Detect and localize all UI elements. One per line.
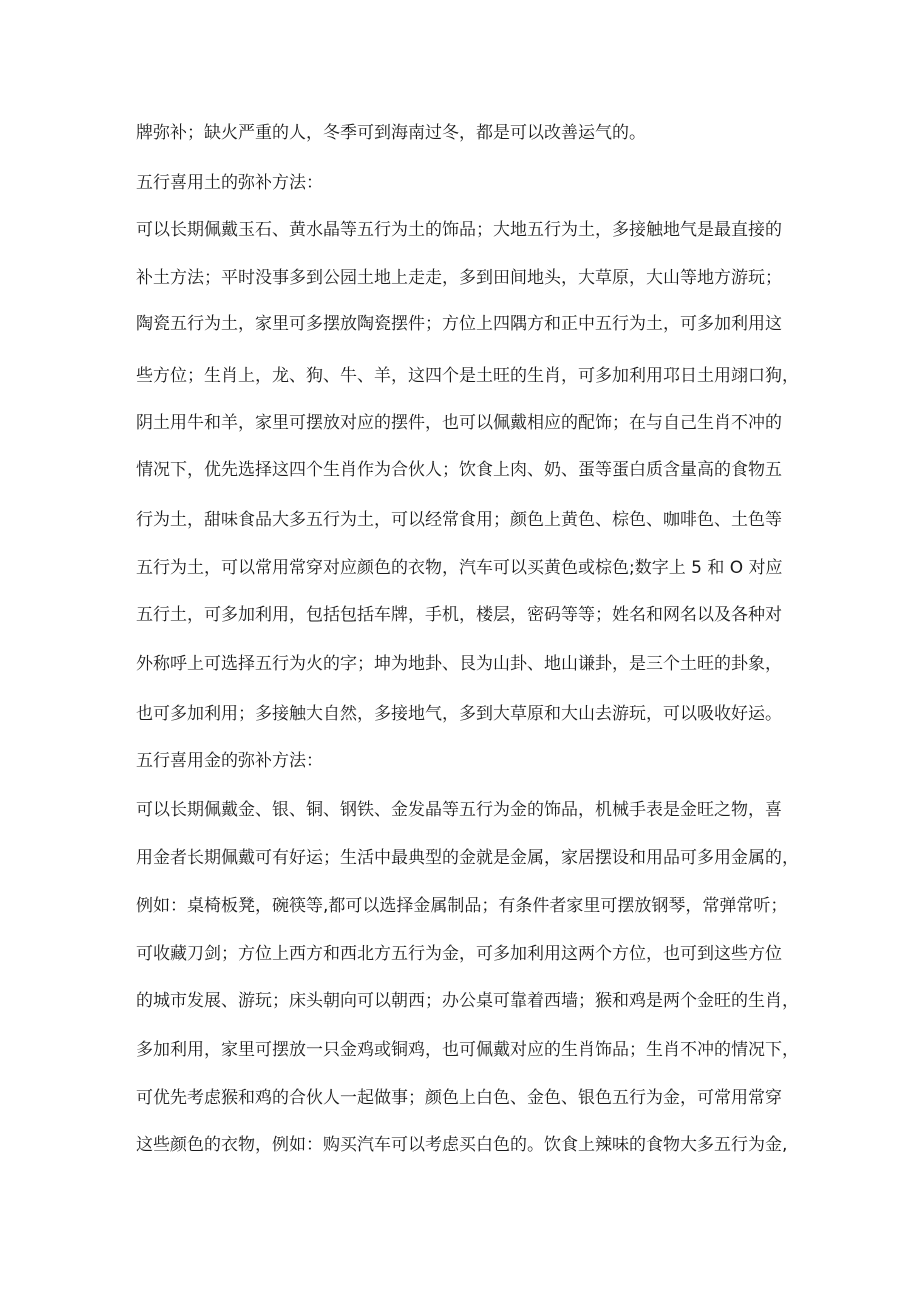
text-line: 五行为土，可以常用常穿对应颜色的衣物，汽车可以买黄色或棕色;数字上 5 和 O 对应 xyxy=(136,558,783,578)
text-line: 情况下，优先选择这四个生肖作为合伙人；饮食上肉、奶、蛋等蛋白质含量高的食物五 xyxy=(136,460,782,480)
text-line: 的城市发展、游玩；床头朝向可以朝西；办公桌可靠着西墙；猴和鸡是两个金旺的生肖， xyxy=(136,991,799,1011)
text-line: 可收藏刀剑；方位上西方和西北方五行为金，可多加利用这两个方位，也可到这些方位 xyxy=(136,944,782,964)
text-line: 用金者长期佩戴可有好运；生活中最典型的金就是金属，家居摆设和用品可多用金属的， xyxy=(136,848,799,868)
text-line: 多加利用，家里可摆放一只金鸡或铜鸡，也可佩戴对应的生肖饰品；生肖不冲的情况下， xyxy=(136,1040,799,1060)
text-line: 五行土，可多加利用，包括包括车牌，手机，楼层，密码等等；姓名和网名以及各种对 xyxy=(136,605,782,625)
text-line: 可优先考虑猴和鸡的合伙人一起做事；颜色上白色、金色、银色五行为金，可常用常穿 xyxy=(136,1088,782,1108)
text-line: 阴土用牛和羊，家里可摆放对应的摆件，也可以佩戴相应的配饰；在与自己生肖不冲的 xyxy=(136,413,782,433)
text-line: 也可多加利用；多接触大自然，多接地气，多到大草原和大山去游玩，可以吸收好运。 xyxy=(136,704,782,724)
text-line: 陶瓷五行为土，家里可多摆放陶瓷摆件；方位上四隅方和正中五行为土，可多加利用这 xyxy=(136,314,782,334)
text-line: 可以长期佩戴金、银、铜、钢铁、金发晶等五行为金的饰品，机械手表是金旺之物，喜 xyxy=(136,800,782,820)
text-line: 外称呼上可选择五行为火的字；坤为地卦、艮为山卦、地山谦卦，是三个土旺的卦象， xyxy=(136,654,782,674)
text-line: 补土方法；平时没事多到公园土地上走走，多到田间地头，大草原，大山等地方游玩； xyxy=(136,268,782,288)
text-line: 牌弥补；缺火严重的人，冬季可到海南过冬，都是可以改善运气的。 xyxy=(136,123,646,143)
text-line: 行为土，甜味食品大多五行为土，可以经常食用；颜色上黄色、棕色、咖啡色、土色等 xyxy=(136,510,782,530)
text-line: 可以长期佩戴玉石、黄水晶等五行为土的饰品；大地五行为土，多接触地气是最直接的 xyxy=(136,220,782,240)
section-heading-metal: 五行喜用金的弥补方法： xyxy=(136,751,323,771)
text-line: 例如：桌椅板凳，碗筷等,都可以选择金属制品；有条件者家里可摆放钢琴，常弹常听； xyxy=(136,896,788,916)
section-heading-earth: 五行喜用土的弥补方法： xyxy=(136,173,323,193)
text-line: 这些颜色的衣物，例如：购买汽车可以考虑买白色的。饮食上辣味的食物大多五行为金, xyxy=(136,1135,788,1155)
text-line: 些方位；生肖上，龙、狗、牛、羊，这四个是土旺的生肖，可多加利用邛日土用翊口狗， xyxy=(136,366,799,386)
